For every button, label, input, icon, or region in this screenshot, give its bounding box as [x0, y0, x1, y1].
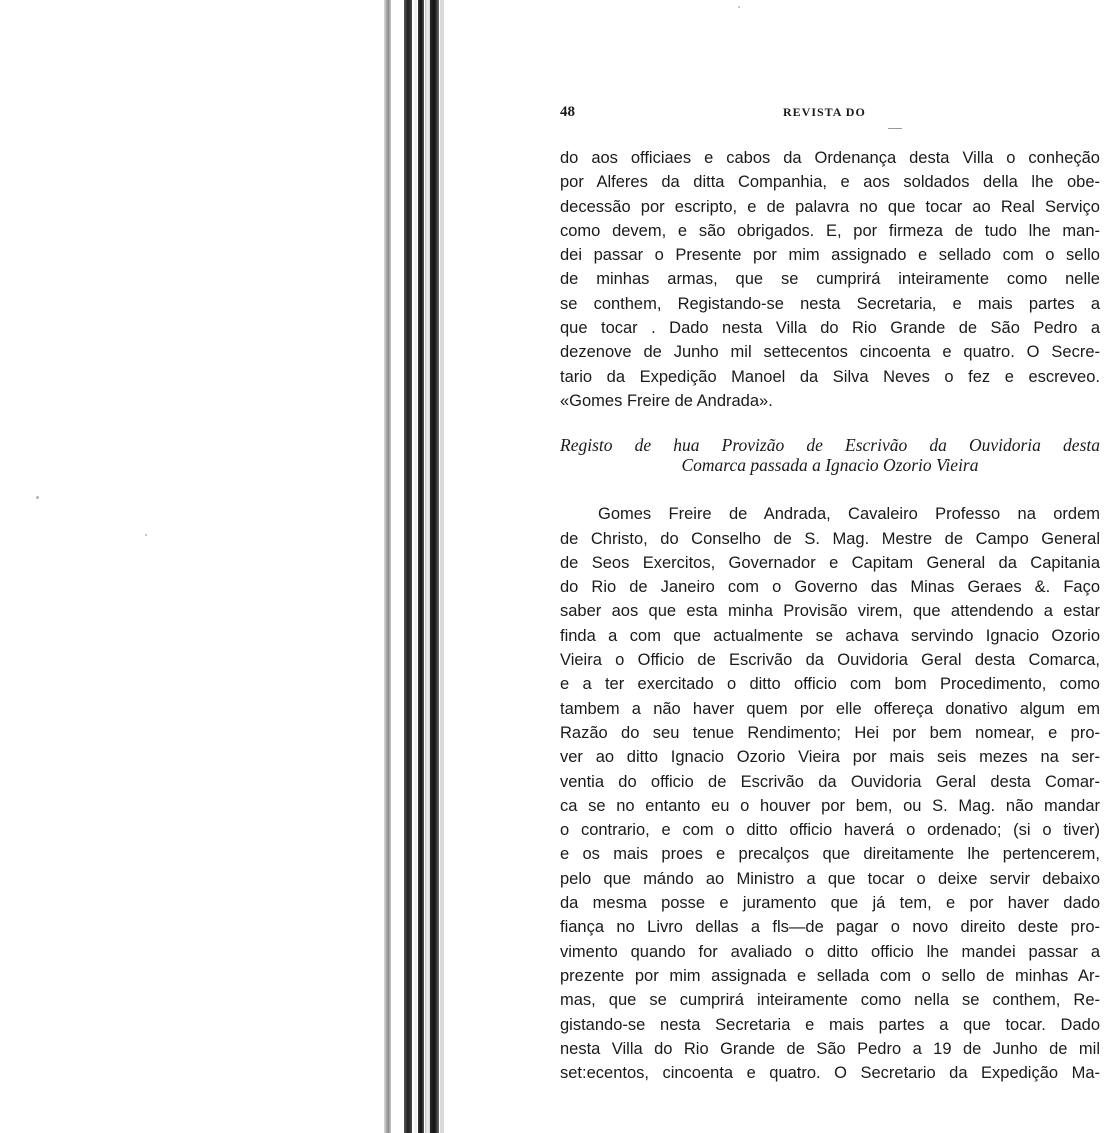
text-line: como devem, e são obrigados. E, por firmeza de tudo lhe man- — [560, 221, 1100, 240]
text-line: tario da Expedição Manoel da Silva Neves o fez e escreveo. — [560, 367, 1100, 386]
text-line: tambem a não haver quem por elle offereça donativo algum em — [560, 699, 1100, 718]
text-line: ver ao ditto Ignacio Ozorio Vieira por mais seis mezes na ser- — [560, 748, 1100, 767]
text-line: decessão por escripto, e de palavra no que tocar ao Real Serviço — [560, 197, 1100, 216]
text-line: pelo que mándo ao Ministro a que tocar o deixe servir debaixo — [560, 869, 1100, 888]
text-line: mas, que se cumprirá inteiramente como nella se conthem, Re- — [560, 991, 1100, 1010]
paper-speck — [145, 534, 147, 536]
binding-gutter-shadow — [418, 0, 424, 1133]
text-line: fiança no Livro dellas a fls—de pagar o novo direito deste pro- — [560, 918, 1100, 937]
text-line: prezente por mim assignada e sellada com o sello de minhas Ar- — [560, 966, 1100, 985]
text-line: dei passar o Presente por mim assignado e sellado com o sello — [560, 246, 1100, 265]
text-line: o contrario, e com o ditto officio haverá o ordenado; (si o tiver) — [560, 821, 1100, 840]
text-line: Razão do seu tenue Rendimento; Hei por bem nomear, e pro- — [560, 723, 1100, 742]
text-line: saber aos que esta minha Provisão virem, que attendendo a estar — [560, 602, 1100, 621]
section-heading-line: Registo de hua Provizão de Escrivão da Ouvidoria desta — [560, 435, 1100, 456]
text-line: de Christo, do Conselho de S. Mag. Mestre de Campo General — [560, 529, 1100, 548]
text-line: que tocar . Dado nesta Villa do Rio Grande de São Pedro a — [560, 319, 1100, 338]
binding-gutter-shadow — [430, 0, 439, 1133]
paragraph-provision — [560, 502, 1100, 1085]
text-line: de Seos Exercitos, Governador e Capitam General da Capitania — [560, 553, 1100, 572]
section-heading — [560, 435, 1100, 475]
text-line: do Rio de Janeiro com o Governo das Minas Geraes &. Faço — [560, 578, 1100, 597]
text-line: e os mais proes e precalços que direitamente lhe pertencerem, — [560, 845, 1100, 864]
paper-speck — [36, 496, 39, 499]
text-line: por Alferes da ditta Companhia, e aos soldados della lhe obe- — [560, 173, 1100, 192]
binding-gutter-shadow — [404, 0, 412, 1133]
text-line: finda a com que actualmente se achava servindo Ignacio Ozorio — [560, 626, 1100, 645]
text-line: Vieira o Officio de Escrivão da Ouvidoria Geral desta Comarca, — [560, 651, 1100, 670]
text-line: se conthem, Registando-se nesta Secretaria, e mais partes a — [560, 294, 1100, 313]
binding-gutter-shadow — [384, 0, 391, 1133]
binding-gutter-highlight — [414, 0, 417, 1133]
running-head: REVISTA DO — [783, 105, 866, 119]
text-line: gistando-se nesta Secretaria e mais partes a que tocar. Dado — [560, 1015, 1100, 1034]
text-line: da mesma posse e juramento que já tem, e por haver dado — [560, 894, 1100, 913]
section-heading-line: Comarca passada a Ignacio Ozorio Vieira — [681, 455, 979, 476]
binding-gutter-highlight — [440, 0, 444, 1133]
text-line: set:ecentos, cincoenta e quatro. O Secretario da Expedição Ma- — [560, 1064, 1100, 1083]
text-line: ventia do officio de Escrivão da Ouvidoria Geral desta Comar- — [560, 772, 1100, 791]
text-line: «Gomes Freire de Andrada». — [560, 391, 773, 410]
page-number: 48 — [560, 104, 575, 120]
text-line: ca se no entanto eu o houver por bem, ou S. Mag. não mandar — [560, 796, 1100, 815]
paper-speck — [738, 6, 740, 8]
text-line: do aos officiaes e cabos da Ordenança desta Villa o conheção — [560, 149, 1100, 167]
paragraph-continued — [560, 146, 1100, 413]
text-line: Gomes Freire de Andrada, Cavaleiro Professo na ordem — [598, 505, 1100, 524]
header-rule — [888, 128, 902, 129]
page-header — [560, 104, 1100, 124]
text-line: nesta Villa do Rio Grande de São Pedro a 19 de Junho de mil — [560, 1039, 1100, 1058]
text-line: e a ter exercitado o ditto officio com bom Procedimento, como — [560, 675, 1100, 694]
text-line: de minhas armas, que se cumprirá inteiramente como nelle — [560, 270, 1100, 289]
text-line: dezenove de Junho mil settecentos cincoenta e quatro. O Secre- — [560, 343, 1100, 362]
text-line: vimento quando for avaliado o ditto officio lhe mandei passar a — [560, 942, 1100, 961]
text-column — [560, 146, 1100, 1085]
